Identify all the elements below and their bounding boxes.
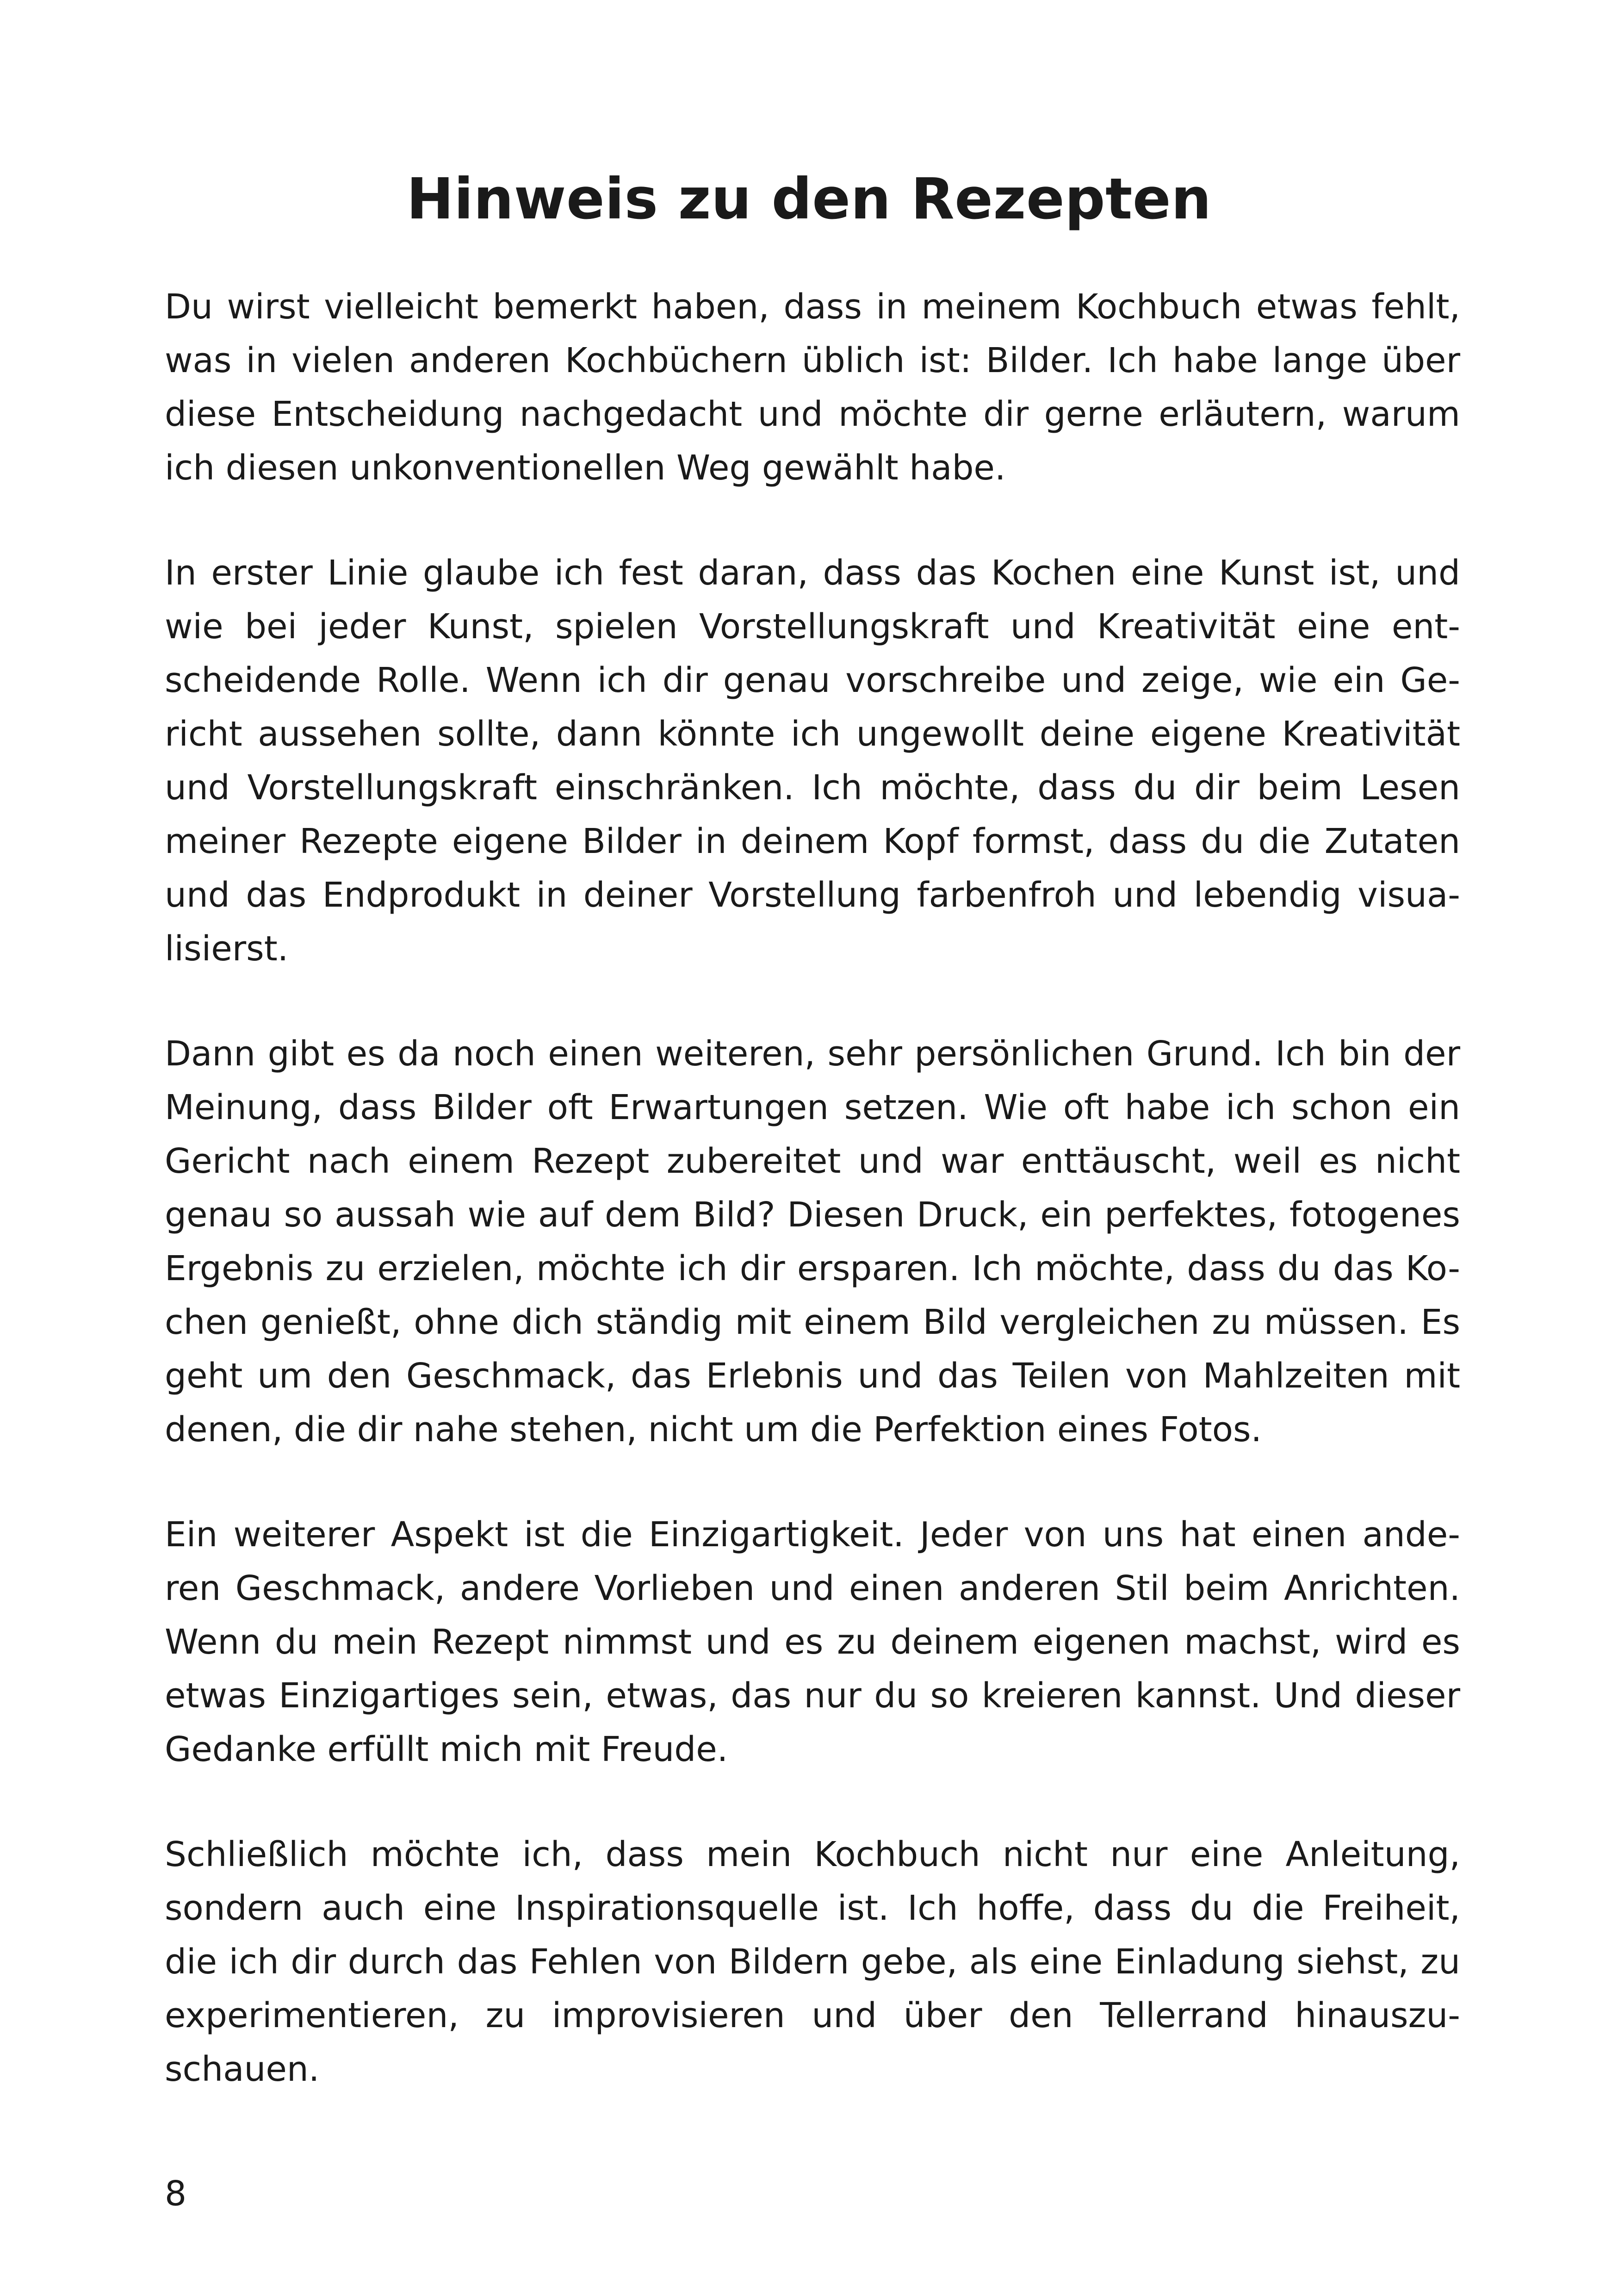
text-line: und Vorstellungskraft einschränken. Ich möchte, dass du dir beim Lesen bbox=[165, 768, 1460, 808]
text-line: Ergebnis zu erzielen, möchte ich dir ersparen. Ich möchte, dass du das Ko- bbox=[165, 1249, 1460, 1288]
text-line: lisierst. bbox=[165, 929, 289, 969]
text-line: Schließlich möchte ich, dass mein Kochbuch nicht nur eine Anleitung, bbox=[165, 1835, 1460, 1874]
text-line: Meinung, dass Bilder oft Erwartungen setzen. Wie oft habe ich schon ein bbox=[165, 1088, 1460, 1127]
paragraph-5 bbox=[165, 1828, 1460, 2096]
text-line: scheidende Rolle. Wenn ich dir genau vorschreibe und zeige, wie ein Ge- bbox=[165, 660, 1460, 700]
text-line: richt aussehen sollte, dann könnte ich ungewollt deine eigene Kreativität bbox=[165, 714, 1460, 754]
text-line: Ein weiterer Aspekt ist die Einzigartigkeit. Jeder von uns hat einen ande- bbox=[165, 1515, 1460, 1555]
text-line: ich diesen unkonventionellen Weg gewählt habe. bbox=[165, 448, 1006, 488]
text-line: diese Entscheidung nachgedacht und möchte dir gerne erläutern, warum bbox=[165, 394, 1460, 434]
text-line: Dann gibt es da noch einen weiteren, sehr persönlichen Grund. Ich bin der bbox=[165, 1034, 1460, 1074]
text-line: und das Endprodukt in deiner Vorstellung farbenfroh und lebendig visua- bbox=[165, 875, 1460, 915]
page-title: Hinweis zu den Rezepten bbox=[406, 166, 1212, 232]
body-text bbox=[165, 280, 1460, 2147]
text-line: meiner Rezepte eigene Bilder in deinem Kopf formst, dass du die Zutaten bbox=[165, 821, 1460, 861]
paragraph-1 bbox=[165, 280, 1460, 495]
text-line: Wenn du mein Rezept nimmst und es zu deinem eigenen machst, wird es bbox=[165, 1622, 1460, 1662]
paragraph-4 bbox=[165, 1508, 1460, 1776]
paragraph-2 bbox=[165, 546, 1460, 976]
paragraph-3 bbox=[165, 1027, 1460, 1456]
text-line: die ich dir durch das Fehlen von Bildern gebe, als eine Einladung siehst, zu bbox=[165, 1942, 1460, 1982]
text-line: sondern auch eine Inspirationsquelle ist. Ich hoffe, dass du die Freiheit, bbox=[165, 1888, 1460, 1928]
text-line: was in vielen anderen Kochbüchern üblich ist: Bilder. Ich habe lange über bbox=[165, 341, 1460, 380]
text-line: schauen. bbox=[165, 2049, 320, 2089]
text-line: Gericht nach einem Rezept zubereitet und war enttäuscht, weil es nicht bbox=[165, 1141, 1460, 1181]
text-line: ren Geschmack, andere Vorlieben und einen anderen Stil beim Anrichten. bbox=[165, 1568, 1460, 1608]
text-line: Gedanke erfüllt mich mit Freude. bbox=[165, 1730, 728, 1769]
text-line: etwas Einzigartiges sein, etwas, das nur du so kreieren kannst. Und dieser bbox=[165, 1676, 1460, 1716]
text-line: geht um den Geschmack, das Erlebnis und das Teilen von Mahlzeiten mit bbox=[165, 1356, 1460, 1396]
page-number: 8 bbox=[165, 2174, 187, 2214]
text-line: experimentieren, zu improvisieren und über den Tellerrand hinauszu- bbox=[165, 1996, 1460, 2035]
text-line: genau so aussah wie auf dem Bild? Diesen Druck, ein perfektes, fotogenes bbox=[165, 1195, 1460, 1235]
text-line: Du wirst vielleicht bemerkt haben, dass in meinem Kochbuch etwas fehlt, bbox=[165, 287, 1460, 327]
text-line: In erster Linie glaube ich fest daran, dass das Kochen eine Kunst ist, und bbox=[165, 553, 1460, 593]
text-line: wie bei jeder Kunst, spielen Vorstellungskraft und Kreativität eine ent- bbox=[165, 607, 1460, 647]
text-line: chen genießt, ohne dich ständig mit einem Bild vergleichen zu müssen. Es bbox=[165, 1302, 1460, 1342]
text-line: denen, die dir nahe stehen, nicht um die Perfektion eines Fotos. bbox=[165, 1410, 1262, 1450]
